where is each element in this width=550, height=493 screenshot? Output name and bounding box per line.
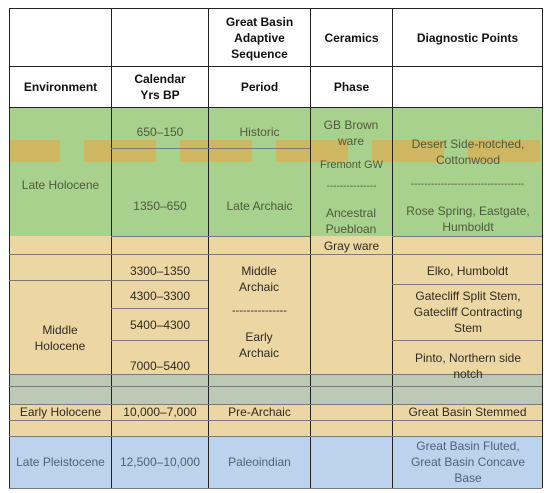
row-line-254 <box>111 254 542 255</box>
stripe-3 <box>180 140 252 162</box>
header-period: Period <box>240 80 279 94</box>
env-early-holocene: Early Holocene <box>19 405 102 419</box>
stripe-2 <box>84 140 156 162</box>
points-pinto: Pinto, Northern side notch <box>414 351 522 381</box>
row-line-436 <box>9 436 542 437</box>
calendar-3300-1350: 3300–1350 <box>129 264 191 278</box>
row-line-386 <box>9 386 542 387</box>
env-middle-holocene: Middle Holocene <box>34 323 86 353</box>
bottom-border <box>9 488 542 489</box>
calendar-1350-650: 1350–650 <box>133 199 187 213</box>
row-line-254-env <box>9 254 111 255</box>
period-divider: --------------- <box>232 305 287 317</box>
points-desert-side-notched: Desert Side-notched, Cottonwood <box>411 137 525 167</box>
points-great-basin-stemmed: Great Basin Stemmed <box>408 405 527 419</box>
period-early-archaic: Early Archaic <box>238 330 279 360</box>
header-adaptive-sequence: Great Basin Adaptive Sequence <box>225 15 294 61</box>
phase-divider: --------------- <box>326 181 377 192</box>
period-middle-archaic: Middle Archaic <box>238 264 279 294</box>
period-historic: Historic <box>239 125 280 139</box>
phase-gb-brown-ware: GB Brown ware <box>323 118 379 148</box>
points-divider: ---------------------------------- <box>410 179 525 190</box>
header-environment: Environment <box>23 80 98 94</box>
phase-ancestral-puebloan: Ancestral Puebloan <box>325 206 377 236</box>
stripe-1 <box>9 140 60 162</box>
phase-fremont-gw: Fremont GW <box>320 159 383 171</box>
row-line-148 <box>111 148 310 149</box>
row-line-308 <box>111 308 208 309</box>
header-calendar-years: Calendar Yrs BP <box>134 72 186 102</box>
period-paleoindian: Paleoindian <box>228 455 291 469</box>
points-rose-spring: Rose Spring, Eastgate, Humboldt <box>406 204 530 234</box>
env-late-holocene: Late Holocene <box>21 178 100 192</box>
header-bottom <box>9 107 542 108</box>
phase-gray-ware: Gray ware <box>323 238 380 253</box>
calendar-5400-4300: 5400–4300 <box>129 318 191 332</box>
col-line-5 <box>542 8 543 488</box>
calendar-10000-7000: 10,000–7,000 <box>123 405 197 419</box>
calendar-12500-10000: 12,500–10,000 <box>119 455 201 469</box>
calendar-650-150: 650–150 <box>136 125 184 139</box>
calendar-4300-3300: 4300–3300 <box>129 289 191 303</box>
row-line-420 <box>9 420 542 421</box>
header-ceramics: Ceramics <box>324 31 379 45</box>
row-line-280 <box>9 280 208 281</box>
top-border <box>9 8 542 9</box>
period-pre-archaic: Pre-Archaic <box>228 405 291 419</box>
points-great-basin-fluted: Great Basin Fluted, Great Basin Concave Base <box>410 439 526 485</box>
points-gatecliff: Gatecliff Split Stem, Gatecliff Contracting Stem <box>413 289 523 335</box>
row-line-284 <box>392 284 542 285</box>
header-diagnostic-points: Diagnostic Points <box>416 31 519 45</box>
row-line-236-a <box>111 236 310 237</box>
period-late-archaic: Late Archaic <box>226 199 293 213</box>
calendar-7000-5400: 7000–5400 <box>129 359 191 373</box>
row-line-340 <box>111 340 208 341</box>
row-line-236-b <box>392 236 542 237</box>
env-late-pleistocene: Late Pleistocene <box>16 455 105 469</box>
points-elko-humboldt: Elko, Humboldt <box>426 264 509 278</box>
header-phase: Phase <box>333 80 370 94</box>
row-line-340-p <box>392 340 542 341</box>
